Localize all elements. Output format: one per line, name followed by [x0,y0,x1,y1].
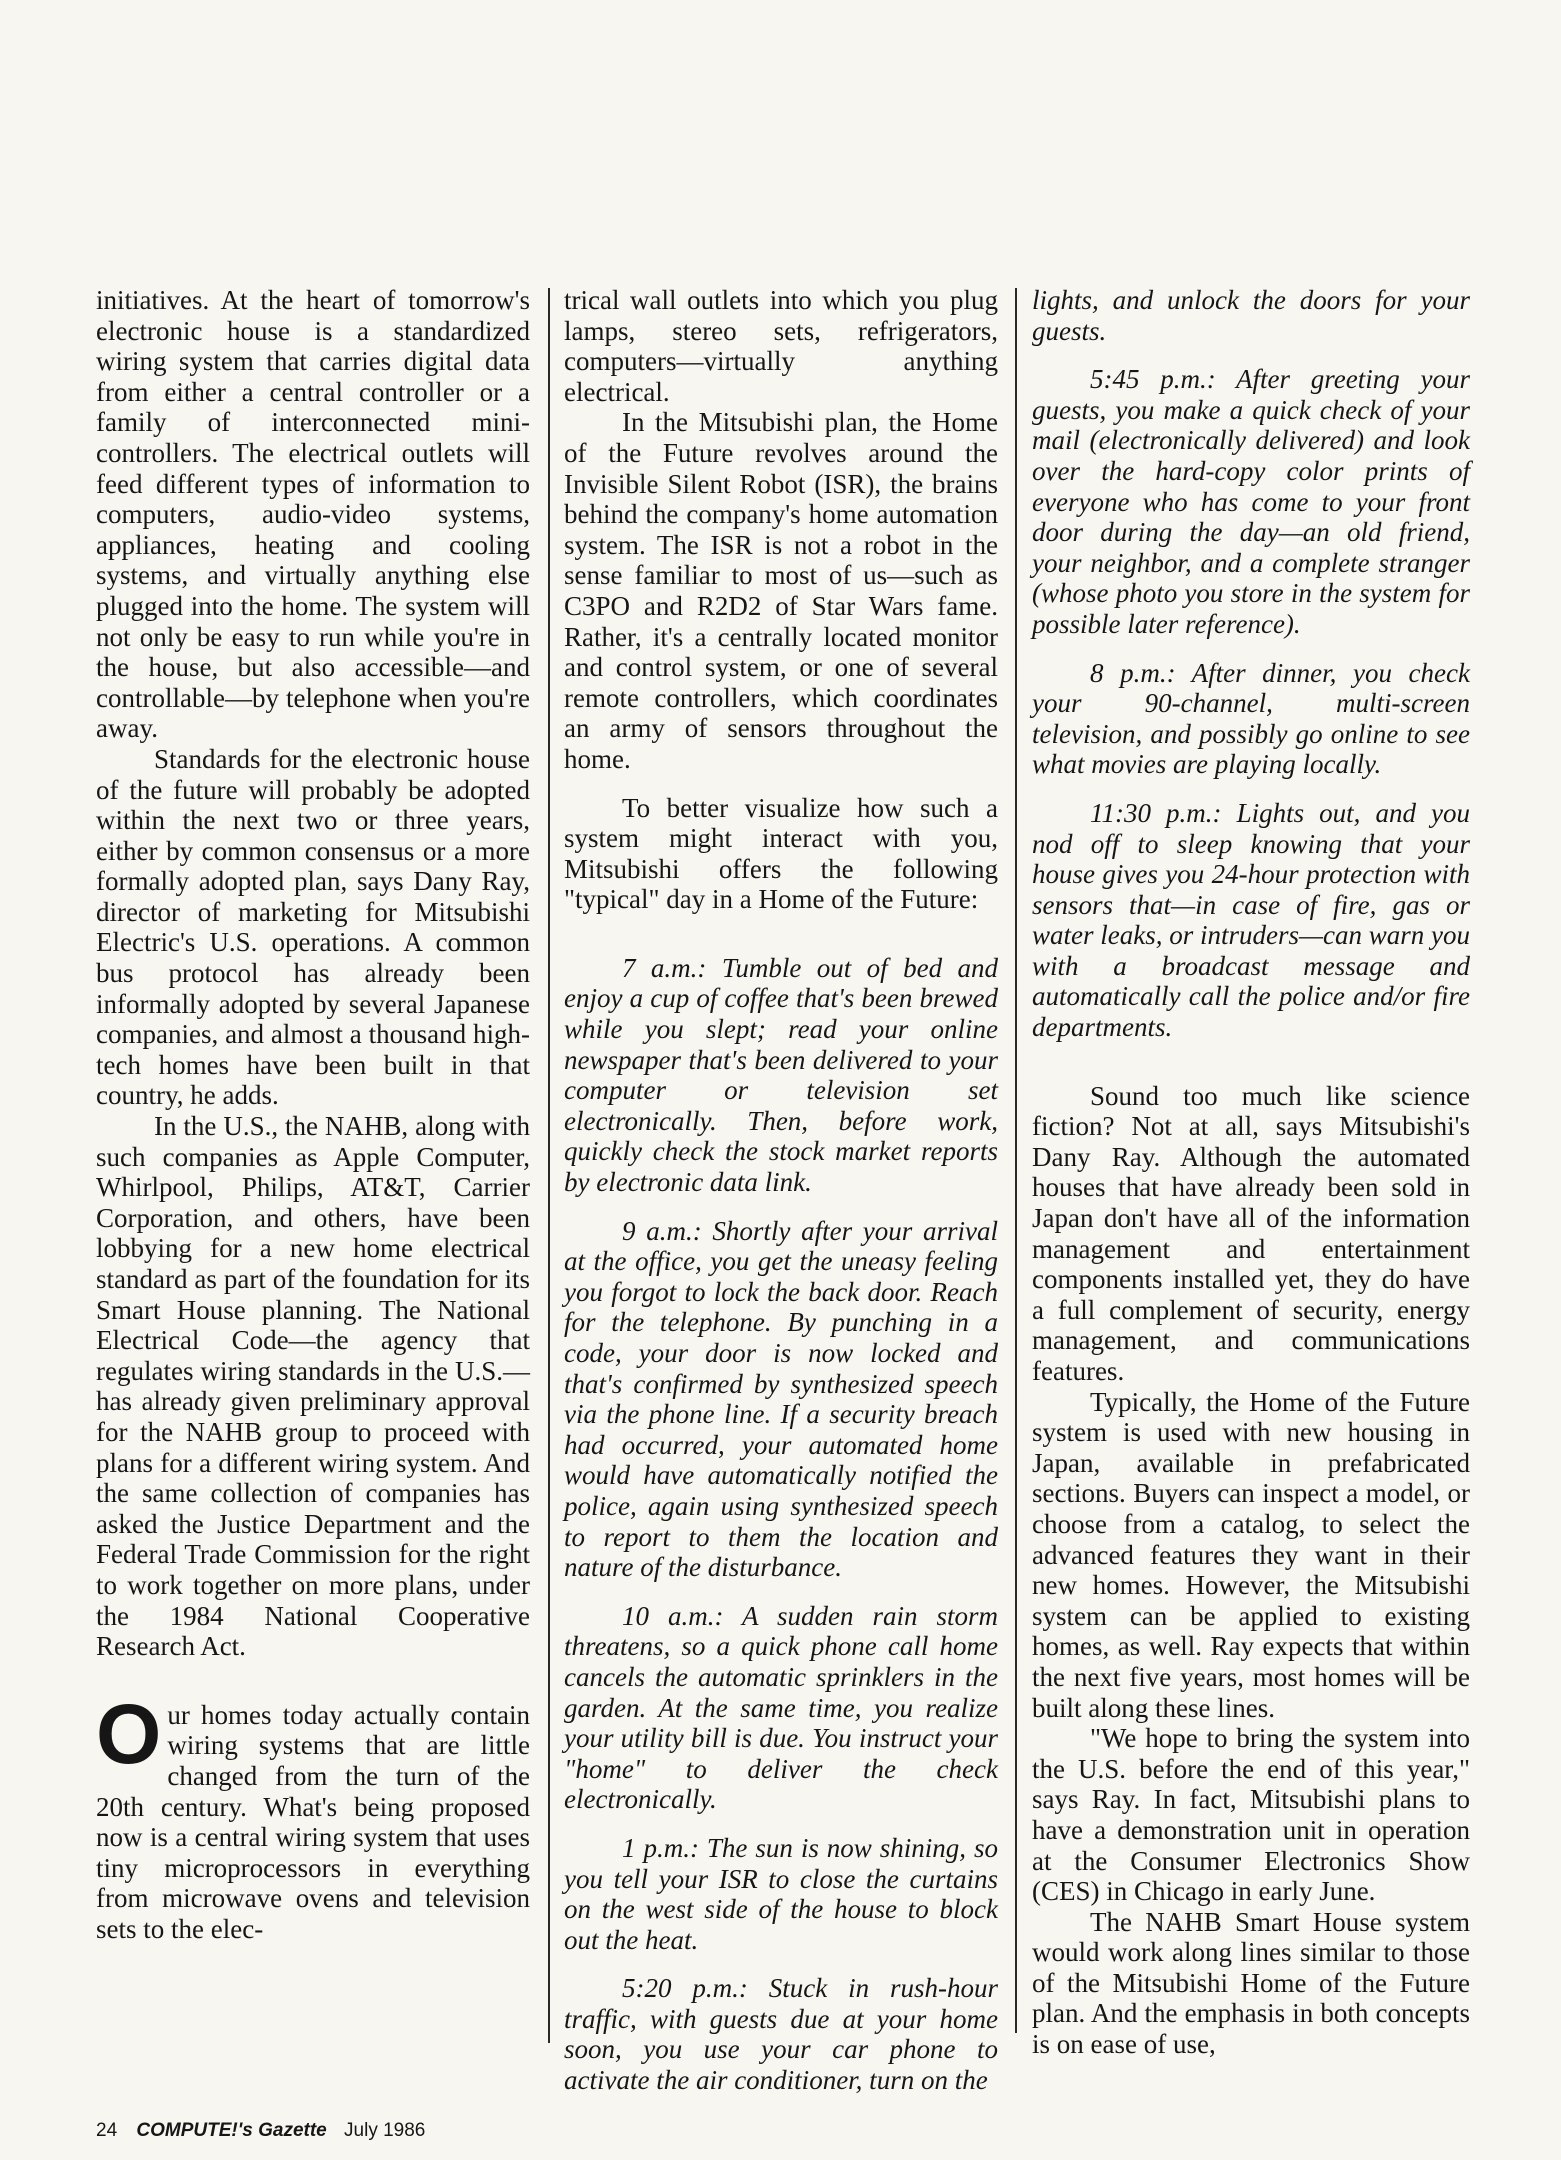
article-column-2 [564,285,998,2096]
col2-paragraph-2: In the Mitsubishi plan, the Home of the Future revolves around the Invisible Silent Robot (ISR), the brains behind the company's home automation system. The ISR is not a robot in the sense familiar to most of us—such as C3PO and R2D2 of Star Wars fame. Rather, it's a centrally located monitor and control system, or one of several remote controllers, which coordinates an army of sensors throughout the home. [564,407,998,774]
col2-paragraph-3: To better visualize how such a system might interact with you, Mitsubishi offers the following "typical" day in a Home of the Future: [564,792,998,915]
col1-paragraph-4 [96,1686,530,1945]
timeline-7am: 7 a.m.: Tumble out of bed and enjoy a cup of coffee that's been brewed while you slept; read your online newspaper that's been delivered to your computer or television set electronically. Then, before work, quickly check the stock market reports by electronic data link. [564,952,998,1198]
col3-paragraph-6: Typically, the Home of the Future system is used with new housing in Japan, available in prefabricated sections. Buyers can inspect a model, or choose from a catalog, to select the advanced features they want in their new homes. However, the Mitsubishi system can be applied to existing homes, as well. Ray expects that within the next five years, most homes will be built along these lines. [1032,1386,1470,1723]
timeline-545pm: 5:45 p.m.: After greeting your guests, you make a quick check of your mail (electronically delivered) and look over the hard-copy color prints of everyone who has come to your front door during the day—an old friend, your neighbor, and a complete stranger (whose photo you store in the system for possible later reference). [1032,364,1470,639]
column-divider-1 [548,288,550,2043]
page-number: 24 [96,2120,118,2141]
col3-paragraph-5: Sound too much like science fiction? Not at all, says Mitsubishi's Dany Ray. Although the automated houses that have already been sold in Japan don't have all of the information management and entertainment components installed yet, they do have a full complement of security, energy management, and communications features. [1032,1080,1470,1386]
column-divider-2 [1015,288,1017,2033]
magazine-title: COMPUTE!'s Gazette [136,2120,327,2141]
timeline-520pm: 5:20 p.m.: Stuck in rush-hour traffic, with guests due at your home soon, you use your car phone to activate the air conditioner, turn on the [564,1973,998,2096]
col1-paragraph-4-text: ur homes today actually contain wiring systems that are little changed from the turn of the 20th century. What's being proposed now is a central wiring system that uses tiny microprocessors in everything from microwave ovens and television sets to the elec- [96,1699,530,1944]
article-column-3 [1032,285,1470,2060]
timeline-8pm: 8 p.m.: After dinner, you check your 90-channel, multi-screen television, and possibly go online to see what movies are playing locally. [1032,657,1470,780]
col3-paragraph-7: "We hope to bring the system into the U.S. before the end of this year," says Ray. In fact, Mitsubishi plans to have a demonstration unit in operation at the Consumer Electronics Show (CES) in Chicago in early June. [1032,1723,1470,1907]
col3-paragraph-8: The NAHB Smart House system would work along lines similar to those of the Mitsubishi Home of the Future plan. And the emphasis in both concepts is on ease of use, [1032,1906,1470,2060]
col1-paragraph-1: initiatives. At the heart of tomorrow's electronic house is a standardized wiring system that carries digital data from either a central controller or a family of interconnected mini-controllers. The electrical outlets will feed different types of information to computers, audio-video systems, appliances, heating and cooling systems, and virtually anything else plugged into the home. The system will not only be easy to run while you're in the house, but also accessible—and controllable—by telephone when you're away. [96,285,530,744]
col1-paragraph-3: In the U.S., the NAHB, along with such companies as Apple Computer, Whirlpool, Philips, AT&T, Carrier Corporation, and others, have been lobbying for a new home electrical standard as part of the foundation for its Smart House planning. The National Electrical Code—the agency that regulates wiring standards in the U.S.—has already given preliminary approval for the NAHB group to proceed with plans for a different wiring system. And the same collection of companies has asked the Justice Department and the Federal Trade Commission for the right to work together on more plans, under the 1984 National Cooperative Research Act. [96,1111,530,1662]
timeline-10am: 10 a.m.: A sudden rain storm threatens, so a quick phone call home cancels the automatic sprinklers in the garden. At the same time, you realize your utility bill is due. You instruct your "home" to deliver the check electronically. [564,1600,998,1815]
timeline-1pm: 1 p.m.: The sun is now shining, so you tell your ISR to close the curtains on the west side of the house to block out the heat. [564,1832,998,1955]
col1-paragraph-2: Standards for the electronic house of the future will probably be adopted within the next two or three years, either by common consensus or a more formally adopted plan, says Dany Ray, director of marketing for Mitsubishi Electric's U.S. operations. A common bus protocol has already been informally adopted by several Japanese companies, and almost a thousand high-tech homes have been built in that country, he adds. [96,743,530,1111]
issue-date: July 1986 [344,2120,426,2141]
col2-paragraph-1: trical wall outlets into which you plug lamps, stereo sets, refrigerators, computers—virtually anything electrical. [564,285,998,407]
col3-paragraph-1: lights, and unlock the doors for your guests. [1032,285,1470,346]
page-footer [96,2120,425,2142]
timeline-1130pm: 11:30 p.m.: Lights out, and you nod off to sleep knowing that your house gives you 24-hour protection with sensors that—in case of fire, gas or water leaks, or intruders—can warn you with a broadcast message and automatically call the police and/or fire departments. [1032,797,1470,1043]
timeline-9am: 9 a.m.: Shortly after your arrival at the office, you get the uneasy feeling you forgot to lock the back door. Reach for the telephone. By punching in a code, your door is now locked and that's confirmed by synthesized speech via the phone line. If a security breach had occurred, your automated home would have automatically notified the police, again using synthesized speech to report to them the location and nature of the disturbance. [564,1215,998,1583]
article-column-1 [96,285,530,1944]
drop-cap: O [96,1686,162,1781]
